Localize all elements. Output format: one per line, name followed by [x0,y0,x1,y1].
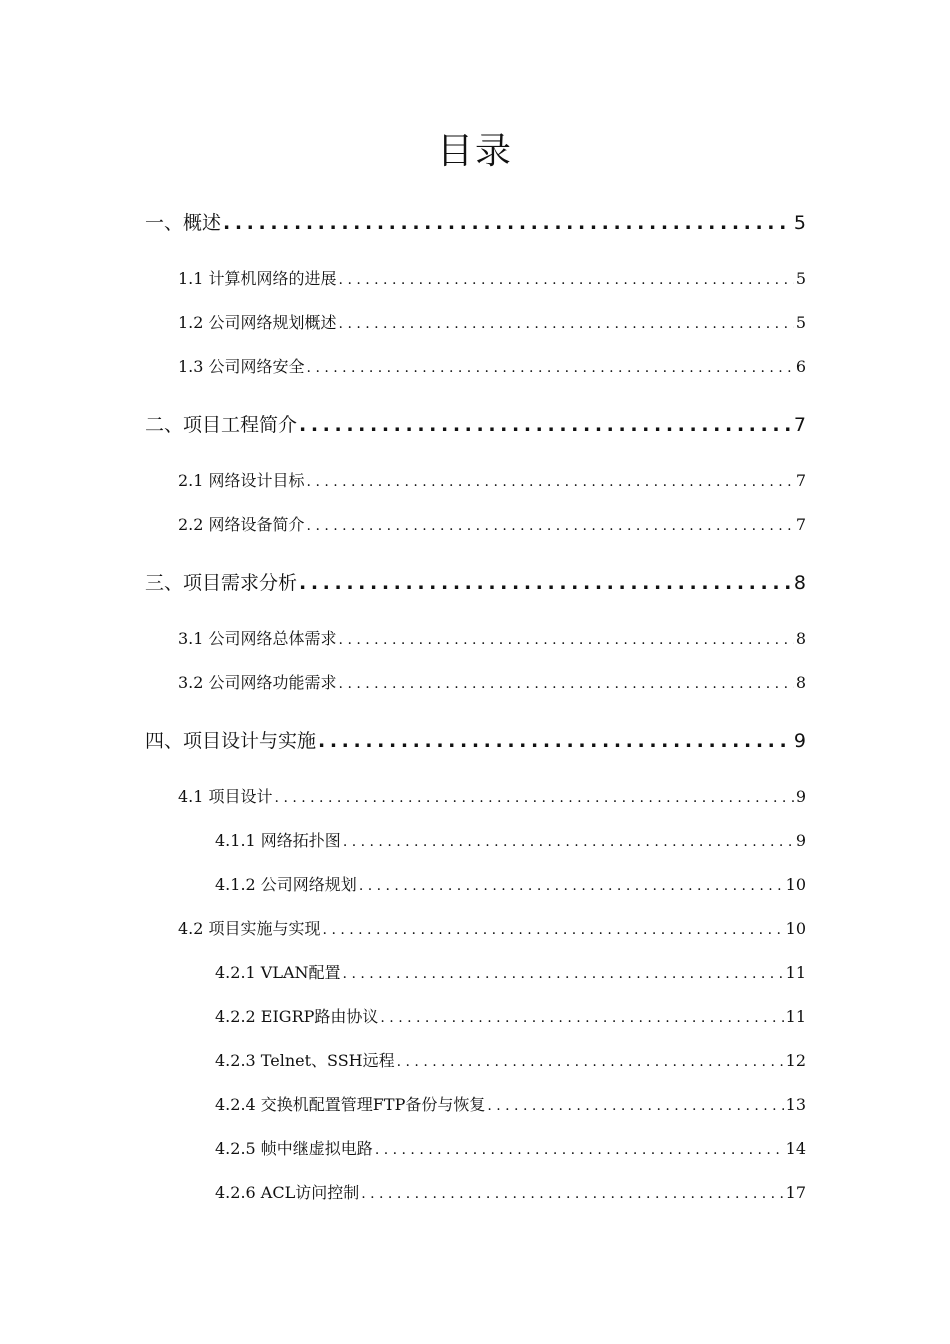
toc-entry-text: 3.1 公司网络总体需求 [178,629,337,648]
dot-leader [487,1094,783,1118]
toc-entry-chapter-3[interactable] [145,569,806,597]
toc-page-number: 6 [795,357,806,376]
toc-entry-text: 4.2.2 EIGRP路由协议 [215,1007,379,1026]
toc-entry-section-1-1[interactable] [178,267,806,291]
toc-entry-text: 4.2.5 帧中继虚拟电路 [215,1139,373,1158]
dot-leader [299,411,792,439]
toc-entry-chapter-4[interactable] [145,727,806,755]
toc-page-number: 13 [785,1095,806,1114]
toc-page-number: 12 [785,1051,806,1070]
toc-page-number: 8 [793,572,806,594]
toc-page-number: 11 [785,1007,806,1026]
dot-leader [375,1138,784,1162]
dot-leader [275,786,794,810]
toc-entry-section-3-2[interactable] [178,671,806,695]
toc-entry-text: 4.1.1 网络拓扑图 [215,831,341,850]
toc-page-number: 14 [785,1139,806,1158]
dot-leader [323,918,784,942]
toc-entry-text: 4.2.1 VLAN配置 [215,963,341,982]
toc-page-number: 10 [785,919,806,938]
toc-entry-text: 4.1.2 公司网络规划 [215,875,357,894]
toc-page-number: 10 [785,875,806,894]
toc-entry-section-4-2-6[interactable] [215,1181,806,1205]
toc-entry-section-1-3[interactable] [178,355,806,379]
toc-entry-section-4-2-1[interactable] [215,961,806,985]
dot-leader [339,628,794,652]
dot-leader [397,1050,784,1074]
toc-entry-text: 1.1 计算机网络的进展 [178,269,337,288]
toc-entry-text: 4.2.4 交换机配置管理FTP备份与恢复 [215,1095,486,1114]
toc-entry-text: 一、概述 [145,212,222,234]
toc-page-number: 9 [795,787,806,806]
toc-entry-section-2-1[interactable] [178,469,806,493]
dot-leader [380,1006,783,1030]
toc-entry-section-1-2[interactable] [178,311,806,335]
toc-page-number: 8 [795,629,806,648]
toc-entry-chapter-2[interactable] [145,411,806,439]
toc-page-number: 5 [795,269,806,288]
dot-leader [343,962,784,986]
toc-page-number: 5 [795,313,806,332]
dot-leader [339,312,794,336]
toc-page-number: 7 [795,471,806,490]
dot-leader [307,356,794,380]
toc-entry-section-4-2-3[interactable] [215,1049,806,1073]
toc-page-number: 11 [785,963,806,982]
toc-entry-section-2-2[interactable] [178,513,806,537]
toc-entry-section-4-2[interactable] [178,917,806,941]
page-title: 目录 [436,131,513,172]
toc-page-number: 9 [793,730,806,752]
dot-leader [361,1182,783,1206]
toc-entry-section-4-2-5[interactable] [215,1137,806,1161]
toc-entry-section-4-2-4[interactable] [215,1093,806,1117]
dot-leader [339,672,794,696]
toc-page-number: 8 [795,673,806,692]
dot-leader [339,268,794,292]
toc-entry-section-4-1-2[interactable] [215,873,806,897]
toc-entry-text: 4.2.6 ACL访问控制 [215,1183,360,1202]
toc-page-number: 7 [793,414,806,436]
dot-leader [359,874,784,898]
dot-leader [343,830,794,854]
dot-leader [318,727,792,755]
toc-entry-text: 三、项目需求分析 [145,572,298,594]
toc-entry-text: 3.2 公司网络功能需求 [178,673,337,692]
dot-leader [307,470,794,494]
toc-page-number: 7 [795,515,806,534]
toc-entry-text: 2.2 网络设备简介 [178,515,305,534]
dot-leader [307,514,794,538]
dot-leader [299,569,792,597]
toc-entry-text: 1.3 公司网络安全 [178,357,305,376]
toc-entry-text: 1.2 公司网络规划概述 [178,313,337,332]
toc-entry-section-4-1[interactable] [178,785,806,809]
toc-entry-text: 4.1 项目设计 [178,787,273,806]
toc-entry-section-3-1[interactable] [178,627,806,651]
toc-entry-text: 2.1 网络设计目标 [178,471,305,490]
toc-entry-text: 四、项目设计与实施 [145,730,317,752]
toc-entry-text: 二、项目工程简介 [145,414,298,436]
dot-leader [223,209,792,237]
toc-entry-chapter-1[interactable] [145,209,806,237]
toc-page-number: 17 [785,1183,806,1202]
toc-page-number: 9 [795,831,806,850]
toc-entry-text: 4.2 项目实施与实现 [178,919,321,938]
toc-entry-text: 4.2.3 Telnet、SSH远程 [215,1051,395,1070]
toc-page-number: 5 [793,212,806,234]
toc-entry-section-4-1-1[interactable] [215,829,806,853]
toc-entry-section-4-2-2[interactable] [215,1005,806,1029]
